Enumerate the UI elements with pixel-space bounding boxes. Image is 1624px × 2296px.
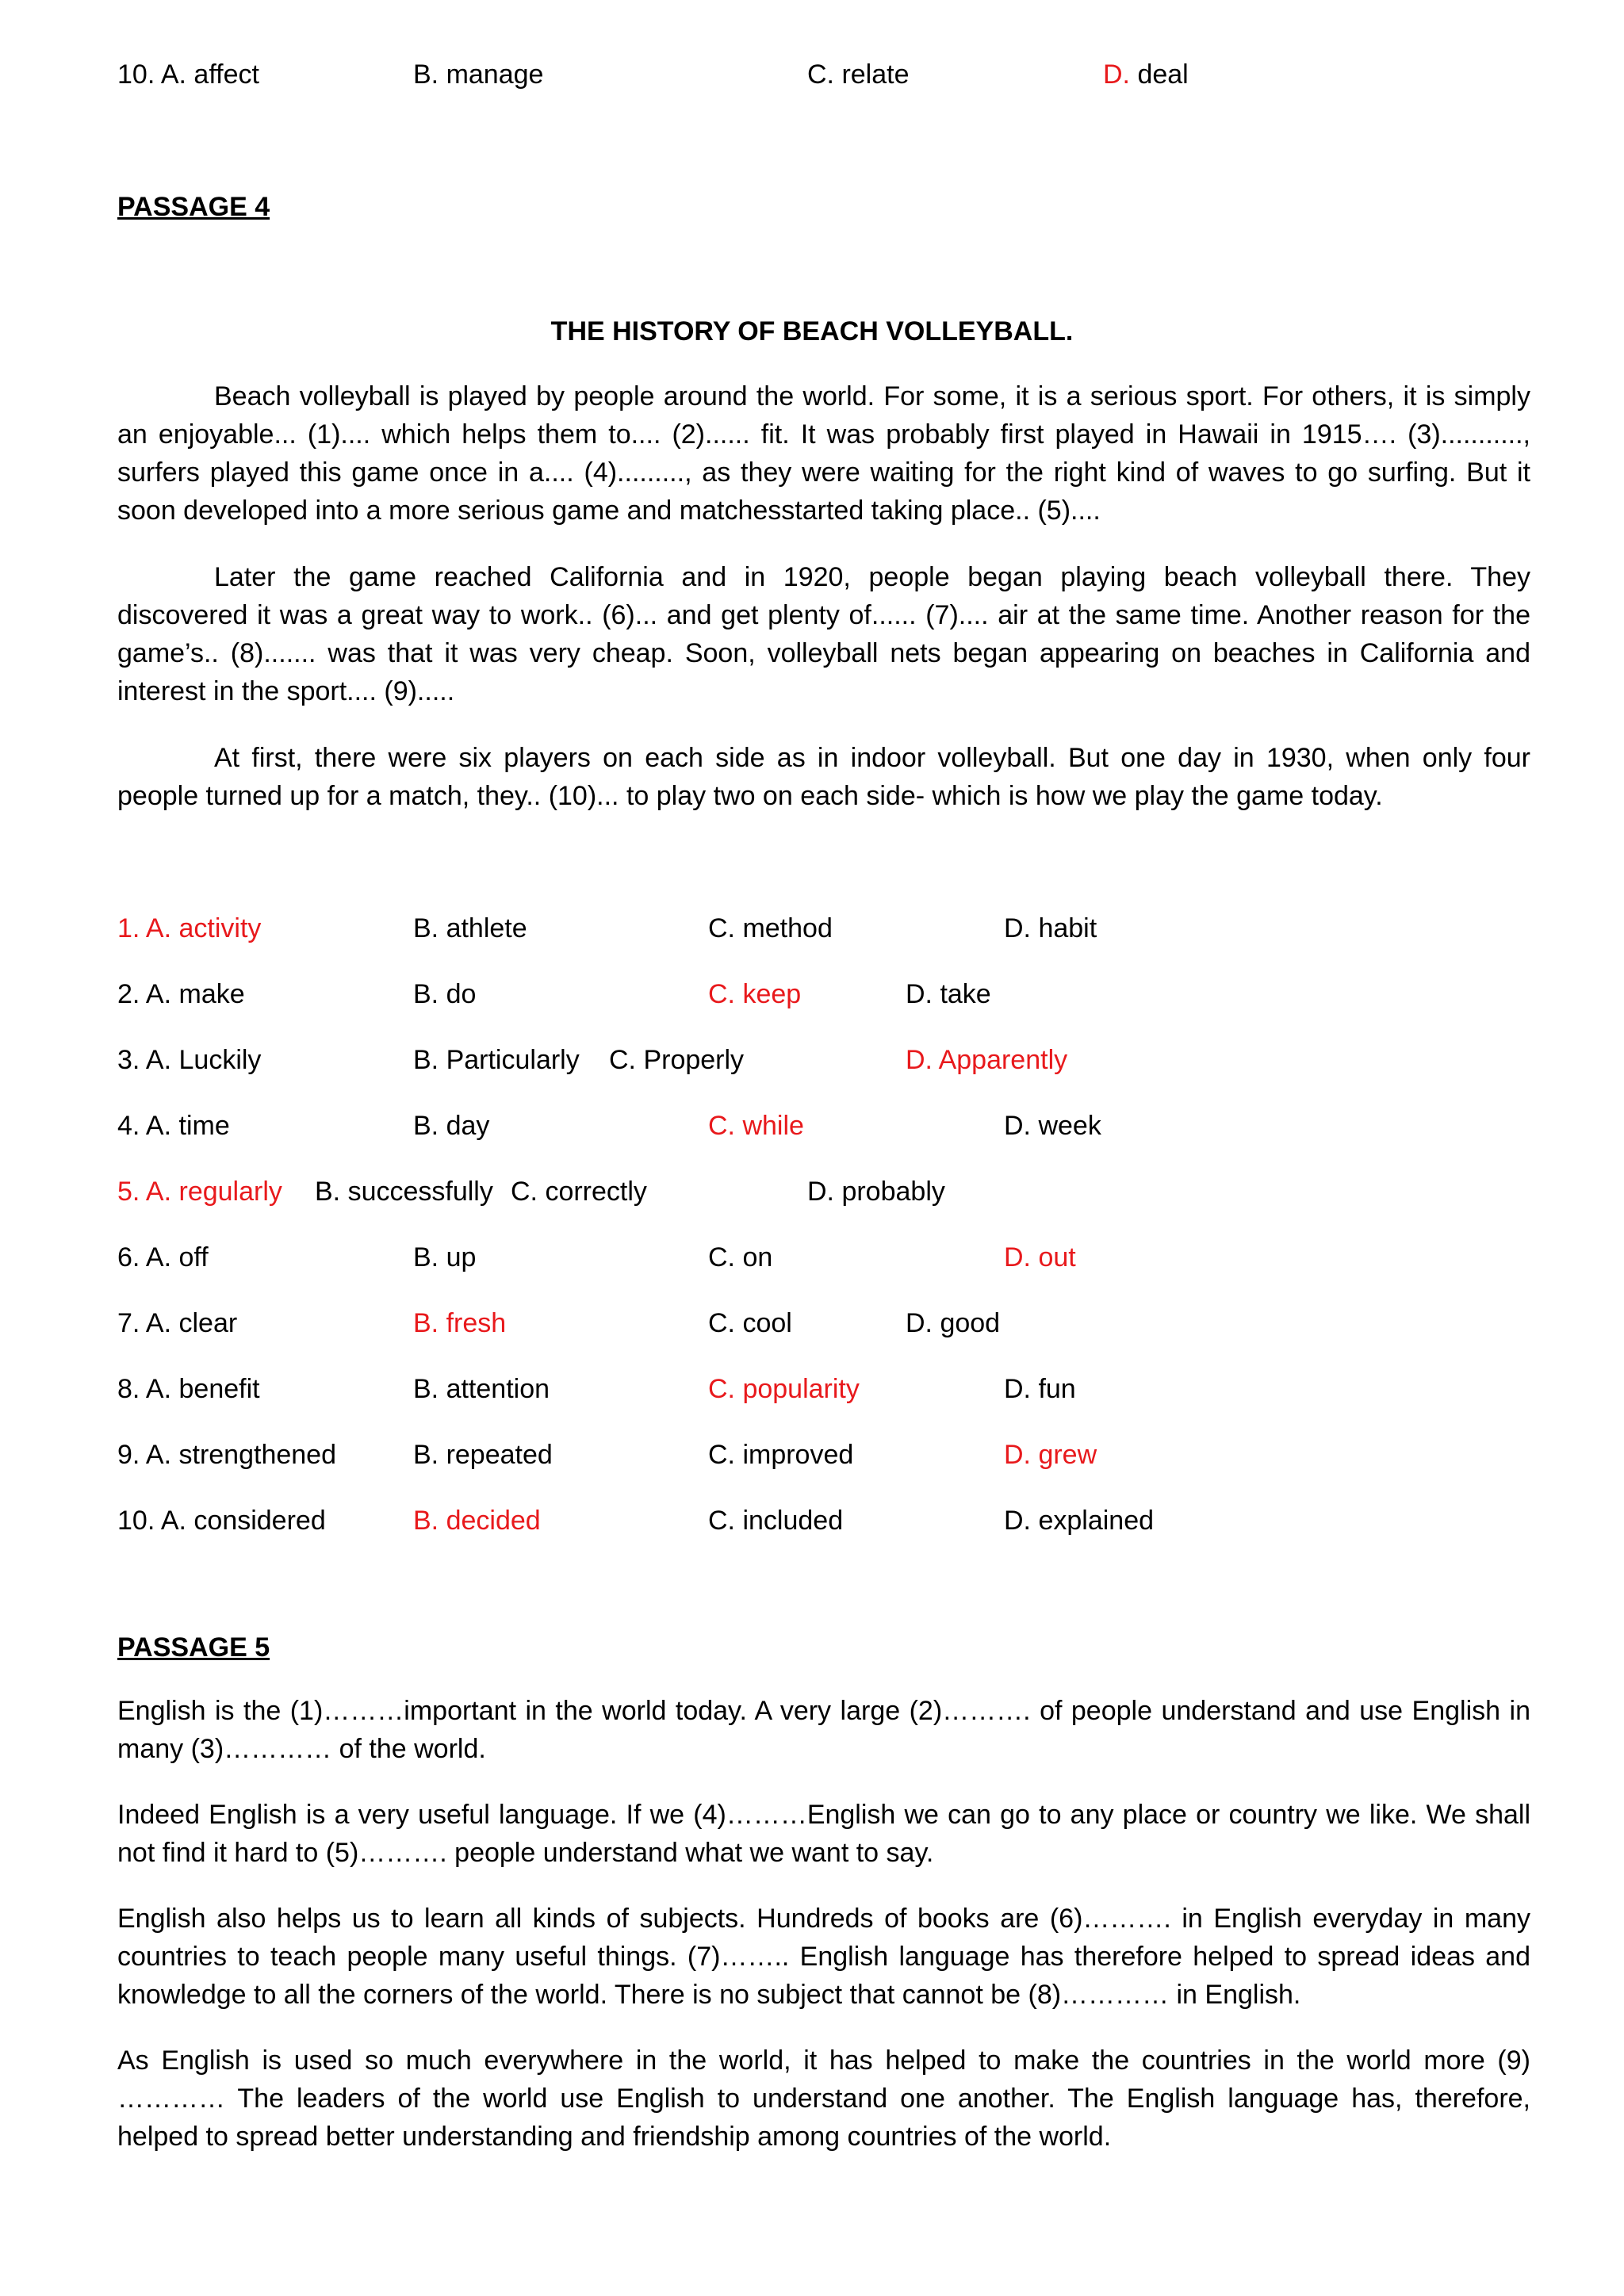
answer-4-option-d: D. week bbox=[1004, 1111, 1101, 1141]
answer-7-option-d: D. good bbox=[906, 1308, 1001, 1338]
passage-4-paragraph-1 bbox=[117, 377, 1530, 530]
answer-3-option-a: 3. A. Luckily bbox=[117, 1045, 262, 1075]
paragraph-line: game’s.. (8)....... was that it was very cheap. Soon, volleyball nets began appearing on beaches in California and bbox=[117, 638, 1530, 668]
answer-1-option-d: D. habit bbox=[1004, 913, 1097, 943]
passage-5-paragraph-2 bbox=[117, 1796, 1530, 1872]
paragraph-line: surfers played this game once in a.... (4)........., as they were waiting for the right kind of waves to go surfing. But it bbox=[117, 457, 1530, 488]
answer-8-option-b: B. attention bbox=[413, 1374, 550, 1404]
answer-2-option-d: D. take bbox=[906, 979, 991, 1009]
answer-10-option-a: 10. A. considered bbox=[117, 1506, 326, 1536]
answer-2-option-c: C. keep bbox=[708, 979, 802, 1009]
answer-9-option-d: D. grew bbox=[1004, 1440, 1097, 1470]
paragraph-line: At first, there were six players on each side as in indoor volleyball. But one day in 1930, when only four bbox=[214, 743, 1530, 773]
answer-8-option-d: D. fun bbox=[1004, 1374, 1076, 1404]
answer-8-option-a: 8. A. benefit bbox=[117, 1374, 260, 1404]
answer-6-option-c: C. on bbox=[708, 1242, 773, 1272]
answer-10-option-d: D. explained bbox=[1004, 1506, 1155, 1536]
passage-5-paragraph-3 bbox=[117, 1900, 1530, 2014]
option-d-letter: D. bbox=[1103, 59, 1130, 90]
passage-4-heading: PASSAGE 4 bbox=[117, 192, 270, 222]
passage-4-paragraph-2 bbox=[117, 558, 1530, 710]
answer-10-option-b: B. decided bbox=[413, 1506, 541, 1536]
answer-9-option-c: C. improved bbox=[708, 1440, 854, 1470]
answer-3-option-d: D. Apparently bbox=[906, 1045, 1068, 1075]
answer-1-option-a: 1. A. activity bbox=[117, 913, 262, 943]
option-c: C. relate bbox=[807, 59, 910, 90]
answer-9-option-b: B. repeated bbox=[413, 1440, 553, 1470]
answer-1-option-b: B. athlete bbox=[413, 913, 527, 943]
paragraph-line: helped to spread better understanding and friendship among countries of the world. bbox=[117, 2122, 1112, 2152]
answer-9-option-a: 9. A. strengthened bbox=[117, 1440, 336, 1470]
answer-1-option-c: C. method bbox=[708, 913, 833, 943]
paragraph-line: Indeed English is a very useful language. If we (4)………English we can go to any place or country we like. We shall bbox=[117, 1800, 1530, 1830]
answer-4-option-a: 4. A. time bbox=[117, 1111, 230, 1141]
answer-5-option-a: 5. A. regularly bbox=[117, 1177, 282, 1207]
answer-5-option-d: D. probably bbox=[807, 1177, 945, 1207]
answer-3-option-b: B. Particularly bbox=[413, 1045, 580, 1075]
paragraph-line: people turned up for a match, they.. (10)... to play two on each side- which is how we play the game today. bbox=[117, 781, 1383, 811]
paragraph-line: Later the game reached California and in 1920, people began playing beach volleyball there. They bbox=[214, 562, 1530, 592]
answer-7-option-b: B. fresh bbox=[413, 1308, 507, 1338]
passage-4-title: THE HISTORY OF BEACH VOLLEYBALL. bbox=[550, 316, 1074, 346]
passage-5-paragraph-1 bbox=[117, 1692, 1530, 1768]
answer-2-option-a: 2. A. make bbox=[117, 979, 245, 1009]
option-a: 10. A. affect bbox=[117, 59, 259, 90]
paragraph-line: an enjoyable... (1).... which helps them to.... (2)...... fit. It was probably first played in Hawaii in 1915…. (3)..........., bbox=[117, 419, 1530, 450]
paragraph-line: knowledge to all the corners of the world. There is no subject that cannot be (8)………… in English. bbox=[117, 1980, 1301, 2010]
answer-6-option-b: B. up bbox=[413, 1242, 477, 1272]
passage-5-paragraph-4 bbox=[117, 2042, 1530, 2156]
passage-4-paragraph-3 bbox=[117, 739, 1530, 815]
paragraph-line: As English is used so much everywhere in the world, it has helped to make the countries in the world more (9) bbox=[117, 2045, 1530, 2076]
answer-8-option-c: C. popularity bbox=[708, 1374, 860, 1404]
answer-4-option-b: B. day bbox=[413, 1111, 490, 1141]
paragraph-line: ………… The leaders of the world use English to understand one another. The English language has, therefore, bbox=[117, 2084, 1530, 2114]
answer-3-option-c: C. Properly bbox=[609, 1045, 745, 1075]
paragraph-line: English is the (1)………important in the world today. A very large (2)………. of people understand and use English in bbox=[117, 1696, 1530, 1726]
answer-2-option-b: B. do bbox=[413, 979, 477, 1009]
paragraph-line: interest in the sport.... (9)..... bbox=[117, 676, 455, 706]
paragraph-line: English also helps us to learn all kinds of subjects. Hundreds of books are (6)………. in English everyday in many bbox=[117, 1904, 1530, 1934]
paragraph-line: Beach volleyball is played by people around the world. For some, it is a serious sport. For others, it is simply bbox=[214, 381, 1530, 411]
option-d bbox=[1103, 55, 1189, 94]
option-d-word: deal bbox=[1130, 59, 1189, 90]
answer-5-option-b: B. successfully bbox=[315, 1177, 493, 1207]
answer-6-option-a: 6. A. off bbox=[117, 1242, 209, 1272]
paragraph-line: many (3)………… of the world. bbox=[117, 1734, 486, 1764]
answer-4-option-c: C. while bbox=[708, 1111, 804, 1141]
answer-6-option-d: D. out bbox=[1004, 1242, 1076, 1272]
paragraph-line: not find it hard to (5)………. people understand what we want to say. bbox=[117, 1838, 934, 1868]
answer-10-option-c: C. included bbox=[708, 1506, 844, 1536]
answer-7-option-c: C. cool bbox=[708, 1308, 792, 1338]
answer-5-option-c: C. correctly bbox=[511, 1177, 647, 1207]
paragraph-line: countries to teach people many useful things. (7)…….. English language has therefore helped to spread ideas and bbox=[117, 1942, 1530, 1972]
answer-7-option-a: 7. A. clear bbox=[117, 1308, 238, 1338]
paragraph-line: soon developed into a more serious game and matchesstarted taking place.. (5).... bbox=[117, 496, 1101, 526]
option-b: B. manage bbox=[413, 59, 544, 90]
passage-5-heading: PASSAGE 5 bbox=[117, 1632, 270, 1663]
paragraph-line: discovered it was a great way to work.. (6)... and get plenty of...... (7).... air at the same time. Another reason for the bbox=[117, 600, 1530, 630]
